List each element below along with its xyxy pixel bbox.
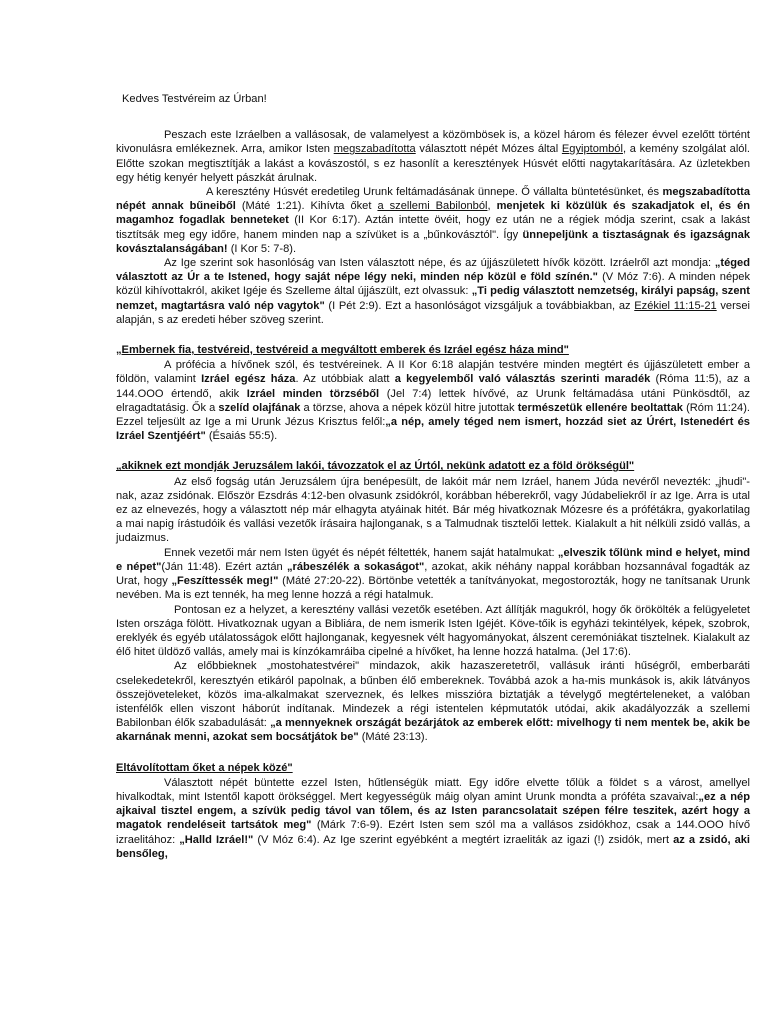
text-run: Ennek vezetői már nem Isten ügyét és népét féltették, hanem saját hatalmukat: [164, 546, 558, 559]
text-run: (V Móz 6:4). Az Ige szerint egyébként a megtért izraeliták az igazi (!) zsidók, mert [253, 833, 674, 846]
text-run: (Róma 11:5), az a 144.OOO értendő, akik [116, 373, 750, 400]
bold-quote: szelíd olajfának [218, 401, 301, 414]
section-heading-eltavolitottam: Eltávolítottam őket a népek közé" [116, 761, 293, 774]
paragraph-husvet [116, 185, 750, 256]
bold-quote: „a mennyeknek országát bezárjátok az emberek előtt: mivelhogy ti nem mentek be, akik be akarnának menni, azokat sem bocsátjátok be" [116, 717, 750, 744]
bold-quote: természetük ellenére beoltattak [517, 401, 683, 414]
bold-quote: „Ti pedig választott nemzetség, királyi papság, szent nemzet, magtartásra való nép vagytok" [116, 285, 750, 312]
paragraph-vezetok [116, 546, 750, 603]
bold-quote: Izráel egész háza [201, 373, 296, 386]
text-run: Az első fogság után Jeruzsálem újra benépesült, de lakóit már nem Izráel, hanem Júda nevéről nevezték: „jhudi"-nak, azaz zsidónak. Először Ezsdrás 4:12-ben olvasunk zsidókról, korábban héberekről, vagy Júdabeliekről ír az Ige. Arra is utal ez az elnevezés, hogy a választott nép már elhagyta atyáinak hitét. Bár még hivatkoznak Mózesre és a prófétákra, gyakorlatilag a mai napig írástudóik és vallási vezetők írásaira hajlonganak, s a Talmudnak tisztelői lettek. Kialakult a hit nélküli zsidó vallás, a judaizmus. [116, 475, 750, 545]
text-run: Választott népét büntette ezzel Isten, hűtlenségük miatt. Egy időre elvette tőlük a földet s a várost, amellyel hivalkodtak, mint Istentől kapott örökséggel. Mert kegyességük máig olyan amint Urunk mondta a próféta szavaival: [116, 776, 750, 803]
text-run: (I Pét 2:9). Ezt a hasonlóságot vizsgáljuk a továbbiakban, az [324, 299, 635, 312]
paragraph-profecia [116, 358, 750, 443]
bold-quote: „Feszíttessék meg!" [171, 575, 279, 588]
bold-quote: „ez a nép ajkaival tisztel engem, a szívük pedig távol van tőlem, és az Isten parancsolatait szépen félre teszitek, azért hogy a magatok rendeléseit tartsátok meg" [116, 790, 750, 832]
text-run: (II Kor 6:17). Aztán intette övéit, hogy ez után ne a régiek módja szerint, csak a lakást tisztítsák meg egy időre, hanem minden nap a szívüket is a „bűnkovásztól". Így [116, 214, 751, 241]
bold-quote: ünnepeljünk a tisztaságnak és igazságnak kovásztalanságában! [116, 228, 750, 255]
bold-quote: az a zsidó, aki bensőleg, [116, 833, 751, 860]
bold-quote: „elveszik tőlünk mind e helyet, mind e népet" [116, 546, 750, 573]
scripture-reference: Ezékiel 11:15-21 [634, 299, 717, 312]
greeting: Kedves Testvéreim az Úrban! [122, 93, 267, 105]
section-heading-jeruzsalem: „akiknek ezt mondják Jeruzsálem lakói, távozzatok el az Úrtól, nekünk adatott ez a föld örökségül" [116, 460, 635, 473]
text-run: versei alapján, s az eredeti héber szöveg szerint. [116, 299, 750, 326]
underlined-term: a szellemi Babilonból [377, 200, 488, 213]
text-run: (Máté 1:21). Kihívta őket [235, 200, 378, 213]
text-run: választott népét Mózes által [415, 143, 562, 156]
text-run: , [487, 200, 497, 213]
section-heading-testvereid: „Embernek fia, testvéreid, testvéreid a megváltott emberek és Izráel egész háza mind" [116, 344, 569, 357]
underlined-term: Egyiptomból [561, 143, 623, 156]
bold-quote: megszabadította népét annak bűneiből [116, 186, 750, 213]
bold-quote: a kegyelemből való választás szerinti maradék [394, 373, 651, 386]
bold-quote: Izráel minden törzséből [246, 387, 380, 400]
text-run: A prófécia a hívőnek szól, és testvéreinek. A II Kor 6:18 alapján testvére minden megtért és újjászületett ember a földön, valamint [116, 359, 750, 386]
text-run: (V Móz 7:6). A minden népek közül kihívottakról, akiket Igéje és Szelleme által újjászült, ezt olvassuk: [116, 271, 750, 298]
text-run: (Máté 23:13). [358, 731, 428, 744]
text-run: Az Ige szerint sok hasonlóság van Isten választott népe, és az újjászületett hívők között. Izráelről azt mondja: [164, 257, 715, 270]
letter-page [116, 92, 750, 861]
text-run: (Ésaiás 55:5). [205, 430, 278, 443]
text-run: (Márk 7:6-9). Ezért Isten sem szól ma a vallásos zsidókhoz, csak a 144.OOO hívő izraelitához: [116, 819, 750, 846]
text-run: (Máté 27:20-22). Börtönbe vetették a tanítványokat, megostorozták, hogy ne tanítsanak Urunk nevében. Ma is ezt tennék, ha meg lenne hozzá a régi hatalmuk. [116, 575, 751, 602]
paragraph-peszach [116, 128, 750, 185]
text-run: A keresztény Húsvét eredetileg Urunk feltámadásának ünnepe. Ő vállalta büntetésünket, és [206, 186, 663, 199]
text-run: Peszach este Izráelben a vallásosak, de valamelyest a közömbösek is, a közel három és félezer évvel ezelőtt történt kivonulásra emlékeznek. Arra, amikor Isten [116, 129, 750, 156]
paragraph-keresztyen-vezetok [116, 603, 750, 660]
text-run: (Jel 7:4) lettek hívővé, az Urunk feltámadása utáni Pünkösdtől, az elragadtatásig. Ők a [116, 387, 750, 414]
text-run: Pontosan ez a helyzet, a keresztény vallási vezetők esetében. Azt állítják magukról, hogy ők örökölték a felügyeletet Isten országa fölött. Hivatkoznak ugyan a Bibliára, de nem ismerik Isten Igéjét. Köve-tőik is egyházi tekintélyek, képek, szobrok, ereklyék és egyéb utálatosságok előtt hajlonganak, kegyesnek vélt hagyományokat, álszent ceremóniákat tisztelnek. Kialakult az élő hitet üldöző vallás, amely mai is kínzókamráiba cipelné a hívőket, ha lenne hozzá hatalma. (Jel 17:6). [116, 603, 750, 659]
bold-quote: „téged választott az Úr a te Istened, hogy saját népe légy neki, minden nép közül e föld színén." [116, 257, 750, 284]
text-run: . Az utóbbiak alatt [295, 373, 395, 386]
paragraph-hasonlosag [116, 256, 750, 327]
bold-quote: menjetek ki közülük és szakadjatok el, és én magamhoz fogadlak benneteket [116, 200, 751, 227]
paragraph-buntetes [116, 776, 750, 861]
text-run: , a kemény szolgálat alól. Előtte szokan megtisztítják a lakást a kovászostól, s ez hasonlít a keresztények Húsvét előtti nagytakarítására. Az üzletekben egy hétig kenyér helyett pászkát árulnak. [116, 143, 751, 184]
text-run: (Ján 11:48). Ezért aztán [161, 560, 287, 573]
paragraph-fogsag [116, 475, 750, 546]
text-run: (I Kor 5: 7-8). [227, 242, 297, 255]
bold-quote: „a nép, amely téged nem ismert, hozzád siet az Úrért, Istenedért és Izráel Szentjéért" [116, 416, 750, 443]
underlined-term: megszabadította [333, 143, 416, 156]
paragraph-mostohatestverek [116, 659, 750, 744]
bold-quote: „rábeszélék a sokaságot" [287, 560, 425, 573]
text-run: , azokat, akik néhány nappal korábban hozsannával fogadták az Urat, hogy [116, 560, 750, 588]
text-run: (Róm 11:24). Ezzel teljesült az Ige a mi Urunk Jézus Krisztus felől: [116, 401, 750, 429]
text-run: a törzse, ahova a népek közül hitre jutottak [300, 401, 518, 414]
text-run: Az előbbieknek „mostohatestvérei" mindazok, akik hazaszeretetről, vallásuk iránti hűségről, emberbaráti cselekedetekről, keresztyén etikáról papolnak, a bűnben élő embereknek. Továbbá azok a ha-mis munkások is, akik látványos összejöveteleket, közös ima-alkalmakat szerveznek, és lelkes misszióra biztatják a tévelygő megtérteleneket, a valóban istenfélők ellen viszont háborút indítanak. Mindezek a régi istentelen képmutatók utódai, akik akadályozzák a szellemi Babilonban élők szabadulását: [116, 660, 750, 730]
bold-quote: „Halld Izráel!" [179, 833, 254, 846]
